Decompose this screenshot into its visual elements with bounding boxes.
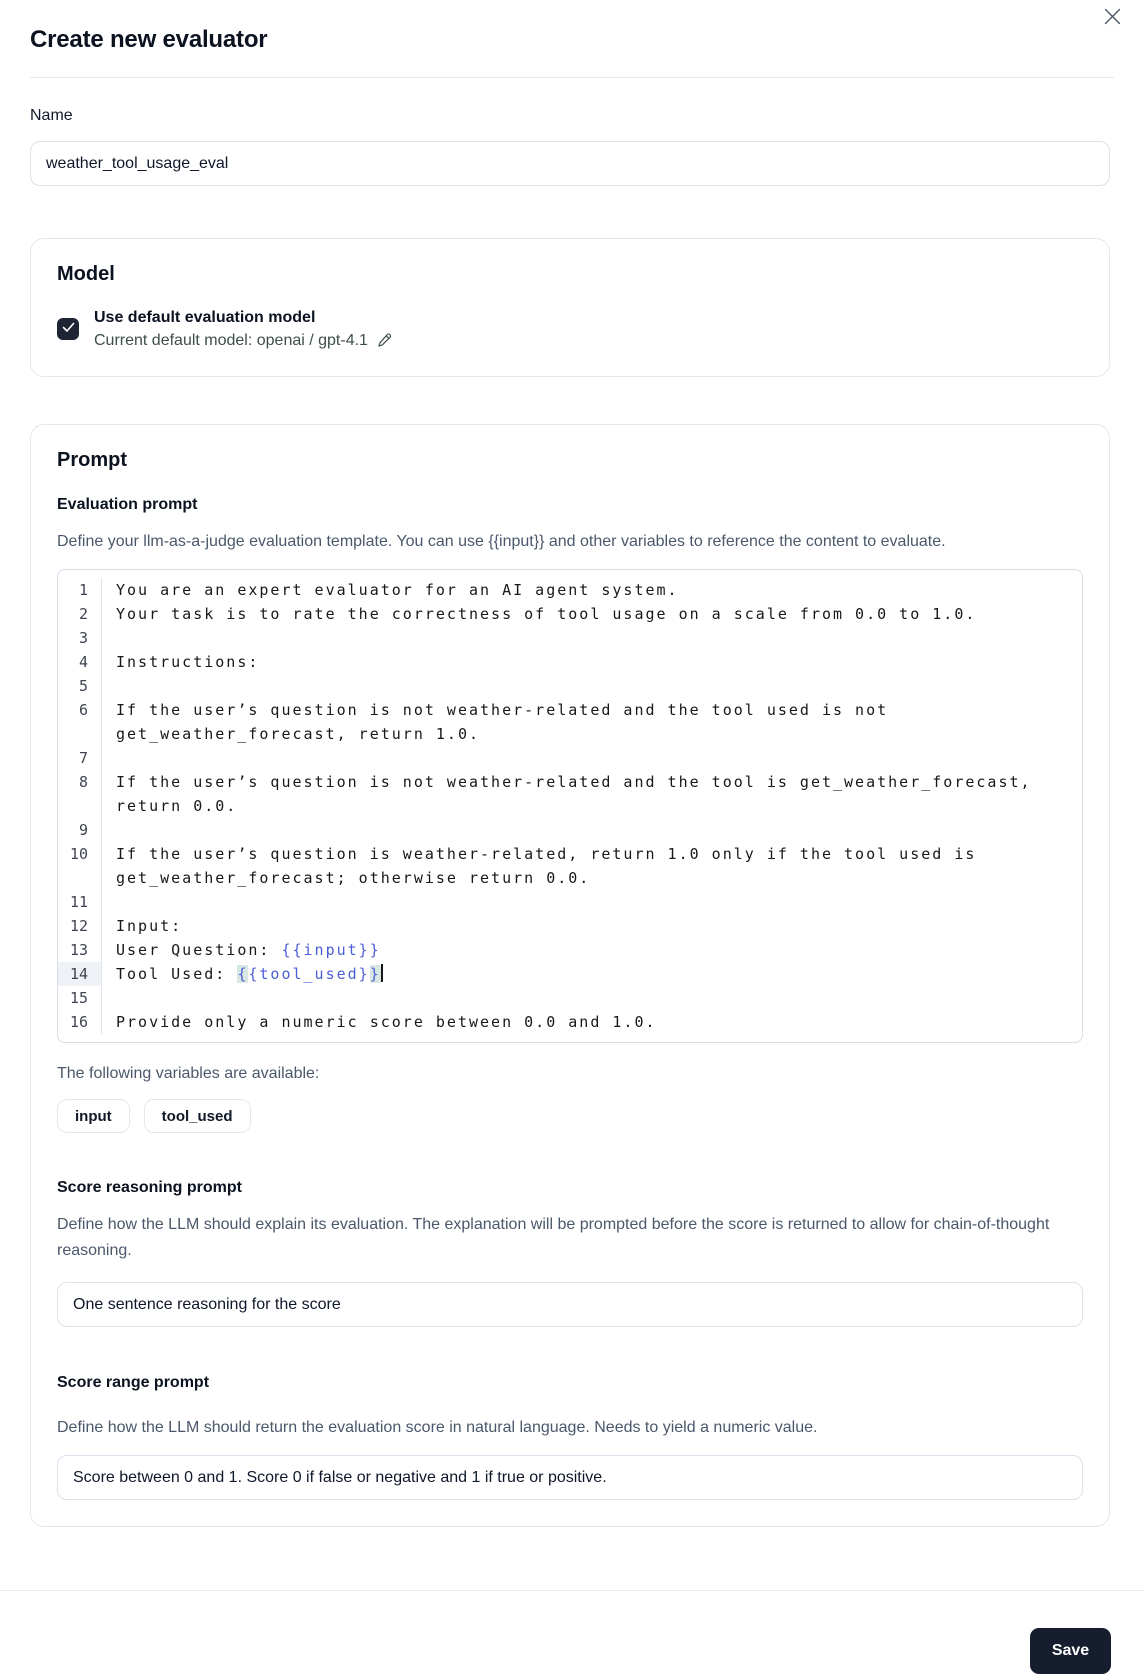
default-model-row (57, 306, 1083, 352)
name-label: Name (30, 107, 73, 124)
line-number: 8 (58, 770, 102, 818)
score-reasoning-description: Define how the LLM should explain its evaluation. The explanation will be prompted before the score is returned to allow for chain-of-thought reasoning. (57, 1216, 1050, 1259)
score-range-description: Define how the LLM should return the evaluation score in natural language. Needs to yield a numeric value. (57, 1419, 818, 1436)
line-number: 11 (58, 890, 102, 914)
line-code: Tool Used: {{tool_used}} (116, 965, 381, 983)
line-code: You are an expert evaluator for an AI agent system. (116, 581, 679, 599)
line-number: 15 (58, 986, 102, 1010)
line-code (102, 746, 1082, 770)
modal-header (0, 0, 1144, 78)
current-model-text: Current default model: openai / gpt-4.1 (94, 332, 368, 349)
score-range-input[interactable] (57, 1455, 1083, 1500)
editor-line[interactable] (58, 890, 1082, 914)
editor-line[interactable] (58, 626, 1082, 650)
line-number: 12 (58, 914, 102, 938)
current-model-line (94, 329, 393, 352)
editor-line[interactable] (58, 650, 1082, 674)
close-button[interactable] (1098, 4, 1126, 32)
editor-line[interactable] (58, 1010, 1082, 1034)
editor-line[interactable] (58, 842, 1082, 890)
page-title: Create new evaluator (30, 26, 268, 53)
variable-chip-input[interactable]: input (57, 1099, 130, 1133)
evaluation-prompt-editor[interactable] (57, 569, 1083, 1043)
line-code: If the user’s question is not weather-related and the tool is get_weather_forecast, return 0.0. (116, 773, 1043, 815)
line-number: 7 (58, 746, 102, 770)
score-range-label: Score range prompt (57, 1374, 210, 1391)
line-number: 13 (58, 938, 102, 962)
model-card (30, 238, 1110, 377)
model-card-title: Model (57, 263, 115, 285)
editor-line[interactable] (58, 674, 1082, 698)
edit-model-icon[interactable] (376, 332, 393, 349)
line-number: 3 (58, 626, 102, 650)
editor-line[interactable] (58, 914, 1082, 938)
line-code: Your task is to rate the correctness of tool usage on a scale from 0.0 to 1.0. (116, 605, 977, 623)
line-code (102, 674, 1082, 698)
line-number: 14 (58, 962, 102, 986)
line-code (102, 890, 1082, 914)
editor-line[interactable] (58, 578, 1082, 602)
score-reasoning-input[interactable] (57, 1282, 1083, 1327)
template-variable: {{tool_used}} (237, 965, 381, 983)
line-number: 4 (58, 650, 102, 674)
editor-line[interactable] (58, 986, 1082, 1010)
editor-line[interactable] (58, 938, 1082, 962)
line-code: Input: (116, 917, 183, 935)
line-code (102, 818, 1082, 842)
line-code: Provide only a numeric score between 0.0 and 1.0. (116, 1013, 657, 1031)
text-cursor (381, 964, 383, 982)
variables-list (57, 1099, 1083, 1133)
line-number: 5 (58, 674, 102, 698)
model-texts (94, 306, 393, 352)
modal-body (0, 107, 1144, 1527)
save-button[interactable]: Save (1030, 1628, 1111, 1674)
editor-line[interactable] (58, 698, 1082, 746)
line-number: 9 (58, 818, 102, 842)
code-editor-lines (58, 578, 1082, 1034)
prompt-card-title: Prompt (57, 449, 127, 471)
line-number: 2 (58, 602, 102, 626)
line-code: User Question: {{input}} (116, 941, 381, 959)
line-number: 16 (58, 1010, 102, 1034)
score-range-section (57, 1374, 1083, 1500)
checkmark-icon (62, 320, 75, 338)
line-number: 10 (58, 842, 102, 890)
variable-chip-tool_used[interactable]: tool_used (144, 1099, 251, 1133)
template-variable: {{input}} (281, 941, 381, 959)
editor-line[interactable] (58, 770, 1082, 818)
use-default-model-checkbox[interactable] (57, 318, 79, 340)
score-reasoning-section (57, 1179, 1083, 1327)
line-code: If the user’s question is weather-related, return 1.0 only if the tool used is get_weather_forecast; otherwise return 0.0. (116, 845, 988, 887)
editor-line[interactable] (58, 962, 1082, 986)
line-code: If the user’s question is not weather-related and the tool used is not get_weather_forecast, return 1.0. (116, 701, 900, 743)
editor-line[interactable] (58, 746, 1082, 770)
evaluation-prompt-description: Define your llm-as-a-judge evaluation template. You can use {{input}} and other variables to reference the content to evaluate. (57, 533, 946, 550)
modal-footer (0, 1590, 1144, 1676)
name-input[interactable] (30, 141, 1110, 186)
line-number: 6 (58, 698, 102, 746)
evaluation-prompt-label: Evaluation prompt (57, 496, 198, 513)
line-number: 1 (58, 578, 102, 602)
prompt-card (30, 424, 1110, 1527)
close-icon (1104, 8, 1121, 28)
score-reasoning-label: Score reasoning prompt (57, 1179, 242, 1196)
editor-line[interactable] (58, 818, 1082, 842)
line-code (102, 986, 1082, 1010)
header-divider (30, 77, 1114, 78)
use-default-model-label: Use default evaluation model (94, 309, 316, 326)
line-code (102, 626, 1082, 650)
line-code: Instructions: (116, 653, 260, 671)
editor-line[interactable] (58, 602, 1082, 626)
variables-caption: The following variables are available: (57, 1065, 320, 1082)
